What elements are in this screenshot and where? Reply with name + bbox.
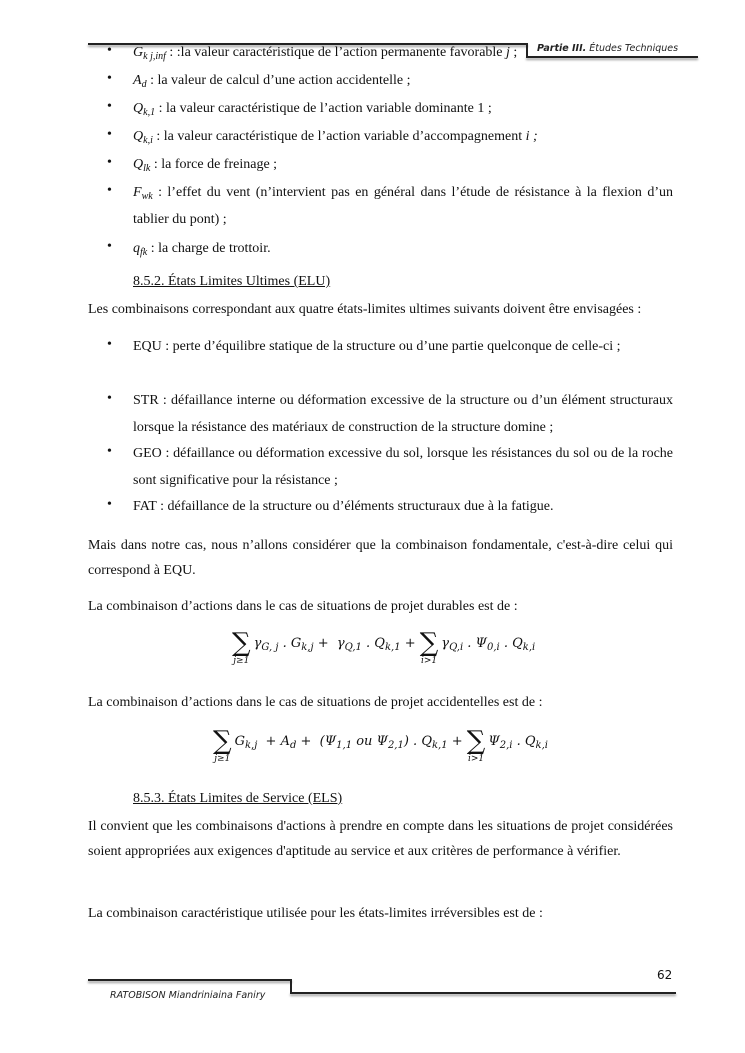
section-heading-elu: 8.5.2. États Limites Ultimes (ELU) bbox=[133, 274, 331, 289]
item-text: : la valeur caractéristique de l’action variable d’accompagnement bbox=[152, 129, 526, 144]
term-subscript: k,i bbox=[535, 740, 548, 751]
term-subscript: k,1 bbox=[384, 642, 401, 653]
term-subscript: 0,i bbox=[486, 642, 500, 653]
item-text: : la force de freinage ; bbox=[150, 157, 278, 172]
math-subscript: d bbox=[141, 79, 147, 90]
term-subscript: Q,1 bbox=[344, 642, 362, 653]
formula-term bbox=[235, 728, 258, 749]
summation-sign bbox=[232, 630, 251, 666]
term-base: Ψ bbox=[488, 734, 500, 749]
bullet-icon: • bbox=[107, 155, 112, 170]
bullet-icon: • bbox=[107, 391, 112, 406]
formula-term bbox=[278, 630, 313, 651]
term-base: + bbox=[447, 734, 467, 749]
formula-term bbox=[500, 630, 536, 651]
list-item bbox=[133, 123, 673, 150]
list-item bbox=[133, 179, 673, 233]
sigma-symbol: ∑ bbox=[232, 628, 251, 658]
sum-limit: j≥1 bbox=[233, 656, 250, 666]
header-section: Études Techniques bbox=[589, 43, 679, 54]
list-item: EQU : perte d’équilibre statique de la structure ou d’une partie quelconque de celle-ci ; bbox=[133, 339, 621, 354]
math-symbol: F bbox=[133, 185, 142, 200]
term-subscript: 2,1 bbox=[387, 740, 404, 751]
item-text: : la charge de trottoir. bbox=[147, 241, 271, 256]
bullet-icon: • bbox=[107, 239, 112, 254]
formula-accidental bbox=[213, 728, 548, 764]
sum-limit: i>1 bbox=[467, 754, 485, 764]
bullet-icon: • bbox=[107, 183, 112, 198]
summation-sign bbox=[420, 630, 439, 666]
formula-term bbox=[254, 630, 279, 651]
math-subscript: k j,inf bbox=[143, 51, 166, 62]
sigma-symbol: ∑ bbox=[213, 726, 232, 756]
term-base: + A bbox=[257, 734, 290, 749]
elu-paragraph-1: Mais dans notre cas, nous n’allons considérer que la combinaison fondamentale, c'est-à-dire celui qui correspond à EQU. bbox=[88, 538, 673, 578]
term-subscript: k,j bbox=[301, 642, 314, 653]
sum-limit: i>1 bbox=[420, 656, 438, 666]
term-base: . Q bbox=[361, 636, 385, 651]
elu-intro: Les combinaisons correspondant aux quatre états-limites ultimes suivants doivent être envisagées : bbox=[88, 302, 642, 317]
sigma-symbol: ∑ bbox=[466, 726, 486, 756]
bullet-icon: • bbox=[107, 127, 112, 142]
formula-term bbox=[512, 728, 548, 749]
bullet-icon: • bbox=[107, 337, 112, 352]
term-subscript: d bbox=[289, 740, 297, 751]
formula-term bbox=[488, 728, 512, 749]
term-base: . G bbox=[278, 636, 302, 651]
term-base: γ bbox=[253, 636, 262, 651]
summation-sign bbox=[213, 728, 232, 764]
formula-term bbox=[362, 630, 401, 651]
term-base: + γ bbox=[313, 636, 345, 651]
item-text-italic: j bbox=[506, 45, 510, 60]
math-subscript: k,1 bbox=[143, 107, 156, 118]
term-subscript: k,1 bbox=[431, 740, 448, 751]
term-base: . Ψ bbox=[463, 636, 487, 651]
bullet-icon: • bbox=[107, 444, 112, 459]
els-paragraph-2: La combinaison caractéristique utilisée pour les états-limites irréversibles est de : bbox=[88, 906, 543, 921]
list-item bbox=[133, 235, 673, 262]
term-subscript: k,i bbox=[522, 642, 536, 653]
list-item bbox=[133, 151, 673, 178]
formula-term bbox=[441, 630, 463, 651]
term-base: γ bbox=[441, 636, 450, 651]
item-text: : l’effet du vent (n’intervient pas en général dans l’étude de résistance à la flexion d’un tablier du pont) ; bbox=[133, 185, 673, 227]
formula-term bbox=[401, 630, 420, 651]
item-text: : la valeur caractéristique de l’action variable dominante 1 ; bbox=[155, 101, 492, 116]
math-subscript: k,i bbox=[143, 135, 153, 146]
term-base: . Q bbox=[512, 734, 536, 749]
item-text-end: ; bbox=[509, 45, 518, 60]
formula-term bbox=[404, 728, 448, 749]
term-subscript: 1,1 bbox=[336, 740, 353, 751]
math-symbol: A bbox=[133, 73, 142, 88]
term-subscript: G, j bbox=[261, 642, 279, 653]
bullet-icon: • bbox=[107, 497, 112, 512]
header-part: Partie III. bbox=[537, 43, 587, 54]
bullet-icon: • bbox=[107, 99, 112, 114]
formula-term bbox=[314, 630, 362, 651]
term-subscript: Q,i bbox=[449, 642, 464, 653]
item-text: : :la valeur caractéristique de l’action permanente favorable bbox=[165, 45, 507, 60]
footer-rule-left bbox=[88, 979, 292, 981]
math-symbol: q bbox=[133, 241, 140, 256]
term-base: + bbox=[400, 636, 420, 651]
list-item bbox=[133, 39, 673, 66]
math-subscript: lk bbox=[143, 163, 151, 174]
elu-paragraph-3: La combinaison d’actions dans le cas de situations de projet accidentelles est de : bbox=[88, 695, 543, 710]
formula-term bbox=[257, 728, 296, 749]
list-item: STR : défaillance interne ou déformation excessive de la structure ou d’un élément structuraux lorsque la résistance des matériaux de construction de la structure domine ; bbox=[133, 393, 673, 435]
math-subscript: wk bbox=[141, 191, 153, 202]
list-item: GEO : défaillance ou déformation excessive du sol, lorsque les résistances du sol ou de la roche sont significative pour la résistance ; bbox=[133, 446, 673, 488]
term-subscript: 2,i bbox=[499, 740, 513, 751]
formula-term bbox=[463, 630, 500, 651]
term-subscript: k,j bbox=[244, 740, 258, 751]
bullet-icon: • bbox=[107, 43, 112, 58]
formula-term bbox=[296, 728, 352, 749]
footer-rule-right bbox=[290, 992, 676, 994]
item-text: : la valeur de calcul d’une action accidentelle ; bbox=[146, 73, 411, 88]
formula-durable bbox=[232, 630, 535, 666]
math-symbol: Q bbox=[133, 101, 144, 116]
list-item bbox=[133, 67, 673, 94]
formula-term bbox=[352, 728, 404, 749]
list-item bbox=[133, 95, 673, 122]
item-text-italic: i ; bbox=[525, 129, 538, 144]
math-symbol: G bbox=[133, 45, 144, 60]
list-item: FAT : défaillance de la structure ou d’éléments structuraux due à la fatigue. bbox=[133, 499, 554, 514]
math-symbol: Q bbox=[133, 129, 144, 144]
page-number: 62 bbox=[657, 968, 673, 982]
bullet-icon: • bbox=[107, 71, 112, 86]
formula-term bbox=[448, 728, 467, 749]
summation-sign bbox=[467, 728, 486, 764]
els-paragraph-1: Il convient que les combinaisons d'actions à prendre en compte dans les situations de projet considérées soient appropriées aux exigences d'aptitude au service et aux critères de performance à vérifier. bbox=[88, 819, 673, 859]
term-base: G bbox=[234, 734, 245, 749]
elu-paragraph-2: La combinaison d’actions dans le cas de situations de projet durables est de : bbox=[88, 599, 518, 614]
sigma-symbol: ∑ bbox=[419, 628, 439, 658]
footer-author: RATOBISON Miandriniaina Faniry bbox=[110, 990, 266, 1001]
math-subscript: fk bbox=[140, 247, 148, 258]
section-heading-els: 8.5.3. États Limites de Service (ELS) bbox=[133, 791, 343, 806]
term-base: ou Ψ bbox=[352, 734, 388, 749]
sum-limit: j≥1 bbox=[214, 754, 231, 764]
math-symbol: Q bbox=[133, 157, 144, 172]
term-base: + (Ψ bbox=[296, 734, 337, 749]
term-base: . Q bbox=[499, 636, 523, 651]
term-base: ) . Q bbox=[403, 734, 432, 749]
